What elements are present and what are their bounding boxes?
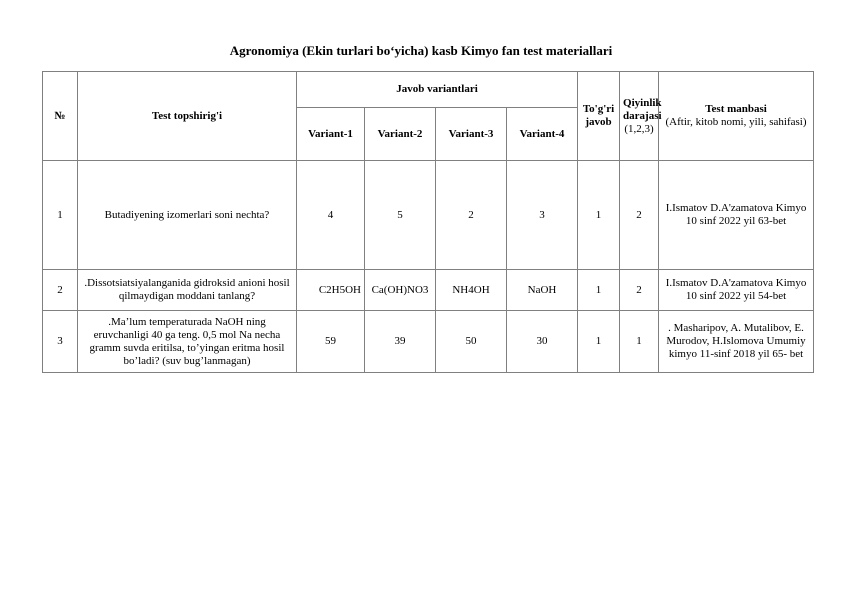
row-variant-1: C2H5OH [297, 270, 365, 311]
header-difficulty [620, 72, 662, 161]
header-source-note: (Aftir, kitob nomi, yili, sahifasi) [665, 116, 807, 128]
table-row [43, 270, 814, 311]
header-variant-4: Variant-4 [507, 108, 578, 161]
test-materials-table [42, 71, 814, 373]
row-source: . Masharipov, A. Mutalibov, E. Murodov, H.Islomova Umumiy kimyo 11-sinf 2018 yil 65- bet [659, 311, 814, 373]
row-difficulty: 2 [620, 161, 659, 270]
row-difficulty: 1 [620, 311, 659, 373]
header-number: № [43, 72, 78, 161]
row-variant-3: 50 [436, 311, 507, 373]
row-variant-4: 3 [507, 161, 578, 270]
header-difficulty-label: Qiyinlik darajasi [623, 96, 662, 122]
header-difficulty-note: (1,2,3) [624, 122, 654, 135]
row-source: I.Ismatov D.A'zamatova Kimyo 10 sinf 2022 yil 54-bet [659, 270, 814, 311]
row-number: 1 [43, 161, 78, 270]
row-variant-4: NaOH [507, 270, 578, 311]
header-answer-variants: Javob variantlari [297, 72, 578, 108]
row-variant-1: 59 [297, 311, 365, 373]
header-task: Test topshirig'i [78, 72, 297, 161]
row-variant-3: 2 [436, 161, 507, 270]
row-variant-2: Ca(OH)NO3 [365, 270, 436, 311]
header-correct-answer: To'g'ri javob [578, 72, 620, 161]
header-variant-2: Variant-2 [365, 108, 436, 161]
row-task: Butadiyening izomerlari soni nechta? [78, 161, 297, 270]
row-correct-answer: 1 [578, 161, 620, 270]
row-task: .Ma’lum temperaturada NaOH ning eruvchanligi 40 ga teng. 0,5 mol Na necha gramm suvda eritilsa, to’yingan eritma hosil bo’ladi? (suv bug’lanmagan) [78, 311, 297, 373]
row-difficulty: 2 [620, 270, 659, 311]
row-number: 3 [43, 311, 78, 373]
row-correct-answer: 1 [578, 311, 620, 373]
row-task: .Dissotsiatsiyalanganida gidroksid anioni hosil qilmaydigan moddani tanlang? [78, 270, 297, 311]
header-row [43, 72, 814, 108]
row-number: 2 [43, 270, 78, 311]
header-variant-1: Variant-1 [297, 108, 365, 161]
document-title: Agronomiya (Ekin turlari bo‘yicha) kasb Kimyo fan test materiallari [229, 43, 613, 58]
table-row [43, 161, 814, 270]
row-correct-answer: 1 [578, 270, 620, 311]
table-row [43, 311, 814, 373]
row-variant-2: 5 [365, 161, 436, 270]
header-source-label: Test manbasi [705, 103, 767, 115]
row-variant-4: 30 [507, 311, 578, 373]
row-variant-1: 4 [297, 161, 365, 270]
row-source: I.Ismatov D.A'zamatova Kimyo 10 sinf 2022 yil 63-bet [659, 161, 814, 270]
header-variant-3: Variant-3 [436, 108, 507, 161]
row-variant-2: 39 [365, 311, 436, 373]
row-variant-3: NH4OH [436, 270, 507, 311]
header-source [659, 72, 814, 161]
